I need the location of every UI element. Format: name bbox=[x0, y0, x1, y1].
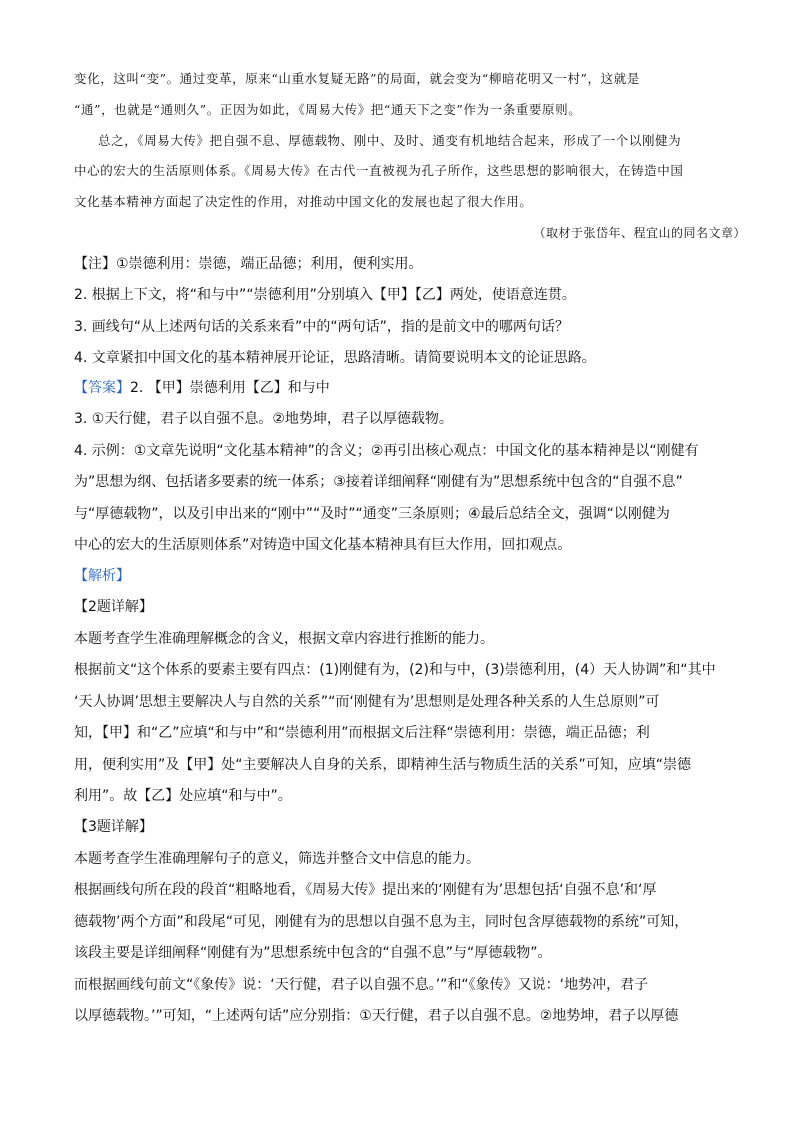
q2-heading: 【2题详解】 bbox=[74, 599, 153, 615]
question-2: 2. 根据上下文，将“和与中”“崇德利用”分别填入【甲】【乙】两处，使语意连贯。 bbox=[74, 287, 576, 303]
q3-detail-line: 本题考查学生准确理解句子的意义，筛选并整合文中信息的能力。 bbox=[74, 851, 480, 867]
passage-line: 中心的宏大的生活原则体系。《周易大传》在古代一直被视为孔子所作，这些思想的影响很大，在铸造中国 bbox=[74, 163, 684, 178]
footnote: 【注】①崇德利用：崇德，端正品德；利用，便利实用。 bbox=[74, 256, 423, 272]
passage-line: “通”，也就是“通则久”。正因为如此，《周易大传》把“通天下之变”作为一条重要原则。 bbox=[74, 102, 582, 117]
q3-detail-line: 德载物’两个方面”和段尾“可见，刚健有为的思想以自强不息为主，同时包含厚德载物的系统”可知， bbox=[74, 914, 689, 930]
answer-2: 2. 【甲】崇德利用【乙】和与中 bbox=[130, 380, 330, 396]
q3-heading: 【3题详解】 bbox=[74, 819, 153, 835]
analysis-label: 【解析】 bbox=[74, 568, 130, 584]
answer-line bbox=[74, 378, 330, 398]
q2-detail-line: 本题考查学生准确理解概念的含义，根据文章内容进行推断的能力。 bbox=[74, 631, 494, 647]
answer-4-line: 与“厚德载物”，以及引申出来的“刚中”“及时”“通变”三条原则；④最后总结全文，强调“以刚健为 bbox=[74, 506, 670, 522]
answer-3: 3. ①天行健，君子以自强不息。②地势坤，君子以厚德载物。 bbox=[74, 411, 453, 427]
answer-4-line: 中心的宏大的生活原则体系”对铸造中国文化基本精神具有巨大作用，回扣观点。 bbox=[74, 537, 572, 553]
q3-detail-line: 而根据画线句前文“《象传》说：‘天行健，君子以自强不息。’”和“《象传》又说：‘地势冲，君子 bbox=[74, 977, 649, 993]
q3-detail-line: 该段主要是详细阐释“刚健有为”思想系统中包含的“自强不息”与“厚德载物”。 bbox=[74, 945, 552, 961]
passage-line: 总之，《周易大传》把自强不息、厚德载物、刚中、及时、通变有机地结合起来，形成了一个以刚健为 bbox=[98, 133, 682, 148]
passage-line: 文化基本精神方面起了决定性的作用，对推动中国文化的发展也起了很大作用。 bbox=[74, 194, 533, 209]
question-3: 3. 画线句“从上述两句话的关系来看”中的“两句话”，指的是前文中的哪两句话？ bbox=[74, 319, 569, 335]
answer-label: 【答案】 bbox=[74, 380, 130, 396]
q2-detail-line: ‘天人协调’思想主要解决人与自然的关系”“而‘刚健有为’思想则是处理各种关系的人生总原则”可 bbox=[74, 694, 660, 710]
q2-detail-line: 根据前文“这个体系的要素主要有四点：(1)刚健有为，(2)和与中，(3)崇德利用，(4）天人协调”和“其中 bbox=[74, 662, 716, 678]
q3-detail-line: 以厚德载物。’”可知，“上述两句话”应分别指：①天行健，君子以自强不息。②地势坤，君子以厚德 bbox=[74, 1008, 679, 1024]
answer-4-line: 4. 示例：①文章先说明“文化基本精神”的含义；②再引出核心观点：中国文化的基本精神是以“刚健有 bbox=[74, 443, 699, 459]
passage-source: （取材于张岱年、程宜山的同名文章） bbox=[533, 226, 746, 240]
passage-line: 变化，这叫“变”。通过变革，原来“山重水复疑无路”的局面，就会变为“柳暗花明又一村”，这就是 bbox=[74, 71, 640, 86]
q2-detail-line: 用，便利实用”及【甲】处“主要解决人自身的关系，即精神生活与物质生活的关系”可知，应填“崇德 bbox=[74, 757, 692, 773]
q2-detail-line: 利用”。故【乙】处应填“和与中”。 bbox=[74, 788, 292, 804]
question-4: 4. 文章紧扣中国文化的基本精神展开论证，思路清晰。请简要说明本文的论证思路。 bbox=[74, 350, 596, 366]
q3-detail-line: 根据画线句所在段的段首“粗略地看，《周易大传》提出来的‘刚健有为’思想包括‘自强不息’和‘厚 bbox=[74, 882, 657, 898]
q2-detail-line: 知，【甲】和“乙”应填“和与中”和“崇德利用”而根据文后注释“崇德利用：崇德，端正品德；利 bbox=[74, 725, 650, 741]
answer-4-line: 为”思想为纲、包括诸多要素的统一体系；③接着详细阐释“刚健有为”思想系统中包含的“自强不息” bbox=[74, 474, 683, 490]
